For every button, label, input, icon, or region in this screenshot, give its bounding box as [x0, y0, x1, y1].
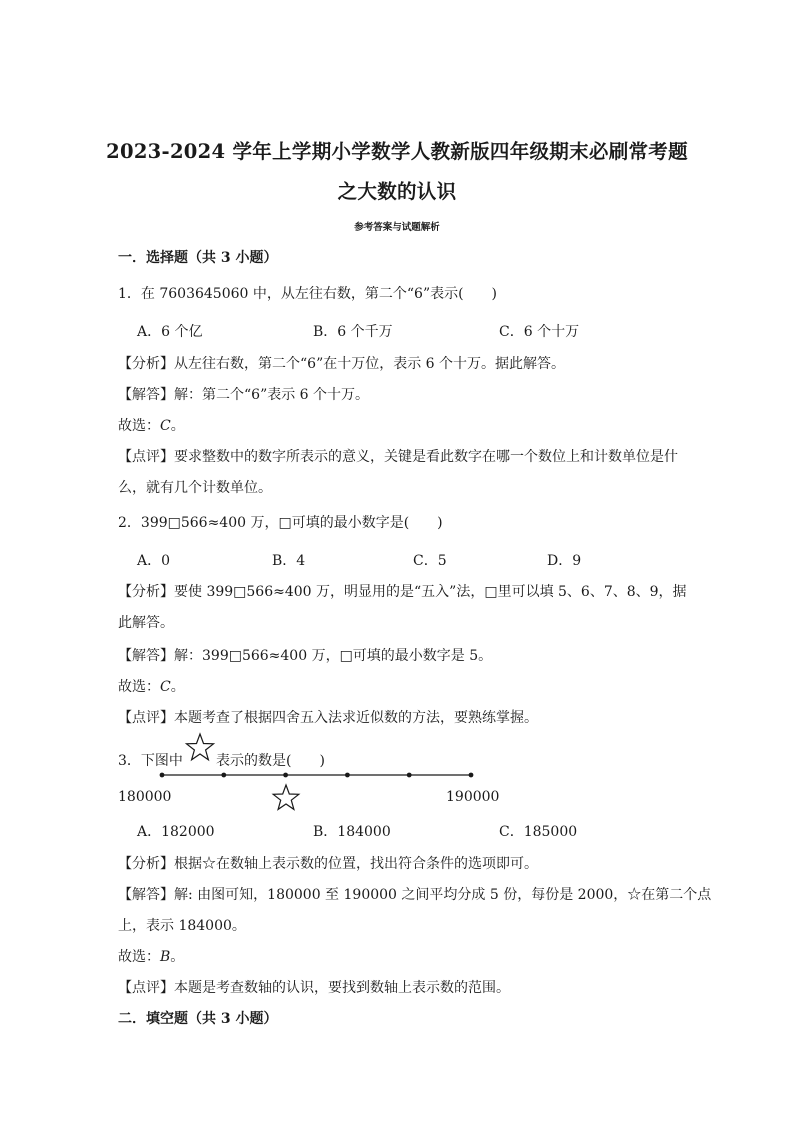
q2-answer [118, 645, 492, 665]
section-heading-fill: 二．填空题（共 3 小题） [118, 1011, 278, 1027]
number-line-end-label: 190000 [446, 789, 500, 805]
comment-text: 本题是考查数轴的认识，要找到数轴上表示数的范围。 [174, 980, 510, 996]
number-line-point [407, 773, 412, 778]
q2-comment [118, 707, 538, 727]
q3-comment [118, 977, 510, 997]
choice-prefix: 故选： [118, 679, 160, 695]
q1-option-a: A．6 个亿 [137, 324, 203, 340]
choice-letter: C [160, 679, 171, 695]
q1-comment-cont: 么，就有几个计数单位。 [118, 480, 272, 496]
answer-text: 解: 由图可知，180000 至 190000 之间平均分成 5 份，每份是 2000，☆在第二个点 [174, 887, 712, 903]
number-line-point [345, 773, 350, 778]
choice-suffix: 。 [170, 418, 185, 434]
analysis-tag: 【分析】 [118, 856, 174, 872]
q3-option-c: C．185000 [499, 824, 578, 840]
q3-analysis [118, 853, 538, 873]
analysis-text: 从左往右数，第二个“6”在十万位，表示 6 个十万。据此解答。 [174, 356, 566, 372]
q2-analysis [118, 581, 687, 601]
answer-tag: 【解答】 [118, 887, 174, 903]
page-title-line2: 之大数的认识 [337, 180, 457, 203]
choice-letter: B [160, 949, 171, 965]
q2-analysis-cont: 此解答。 [118, 615, 174, 631]
q3-option-b: B．184000 [313, 824, 391, 840]
analysis-tag: 【分析】 [118, 584, 174, 600]
q1-analysis [118, 353, 565, 373]
number-line-point [283, 773, 288, 778]
q3-answer [118, 884, 711, 904]
answer-tag: 【解答】 [118, 648, 174, 664]
q1-comment [118, 446, 678, 466]
answer-text: 解：399□566≈400 万，□可填的最小数字是 5。 [174, 648, 493, 664]
q3-option-a: A．182000 [137, 824, 215, 840]
choice-prefix: 故选： [118, 949, 160, 965]
comment-tag: 【点评】 [118, 710, 174, 726]
q2-option-d: D．9 [547, 553, 582, 569]
analysis-tag: 【分析】 [118, 356, 174, 372]
number-line-point [160, 773, 165, 778]
q1-option-c: C．6 个十万 [499, 324, 580, 340]
q1-stem: 1．在 7603645060 中，从左往右数，第二个“6”表示( ) [118, 286, 498, 302]
q3-choice [118, 946, 184, 966]
section-heading-choice: 一．选择题（共 3 小题） [118, 250, 278, 266]
choice-letter: C [160, 418, 171, 434]
q1-choice [118, 415, 185, 435]
star-icon [184, 732, 216, 762]
page-subtitle: 参考答案与试题解析 [354, 222, 440, 233]
choice-suffix: 。 [170, 679, 185, 695]
answer-tag: 【解答】 [118, 387, 174, 403]
number-line-star-icon [273, 785, 299, 809]
q1-option-b: B．6 个千万 [313, 324, 393, 340]
comment-tag: 【点评】 [118, 449, 174, 465]
q3-answer-cont: 上，表示 184000。 [118, 918, 246, 934]
q3-stem-suffix: 表示的数是( ) [216, 753, 325, 769]
q3-stem-prefix: 3．下图中 [118, 753, 183, 769]
q2-option-a: A．0 [137, 553, 171, 569]
number-line-point [469, 773, 474, 778]
page-title: 2023-2024 学年上学期小学数学人教新版四年级期末必刷常考题 [106, 140, 688, 163]
analysis-text: 根据☆在数轴上表示数的位置，找出符合条件的选项即可。 [174, 856, 538, 872]
q2-option-b: B．4 [272, 553, 306, 569]
comment-text: 要求整数中的数字所表示的意义，关键是看此数字在哪一个数位上和计数单位是什 [174, 449, 678, 465]
q2-option-c: C．5 [413, 553, 447, 569]
comment-text: 本题考查了根据四舍五入法求近似数的方法，要熟练掌握。 [174, 710, 538, 726]
choice-prefix: 故选： [118, 418, 160, 434]
q1-answer [118, 384, 369, 404]
number-line-start-label: 180000 [118, 789, 172, 805]
answer-text: 解：第二个“6”表示 6 个十万。 [174, 387, 370, 403]
number-line-point [221, 773, 226, 778]
choice-suffix: 。 [170, 949, 185, 965]
analysis-text: 要使 399□566≈400 万，明显用的是“五入”法，□里可以填 5、6、7、8、9，据 [174, 584, 687, 600]
q2-stem: 2．399□566≈400 万，□可填的最小数字是( ) [118, 515, 443, 531]
q2-choice [118, 676, 185, 696]
comment-tag: 【点评】 [118, 980, 174, 996]
